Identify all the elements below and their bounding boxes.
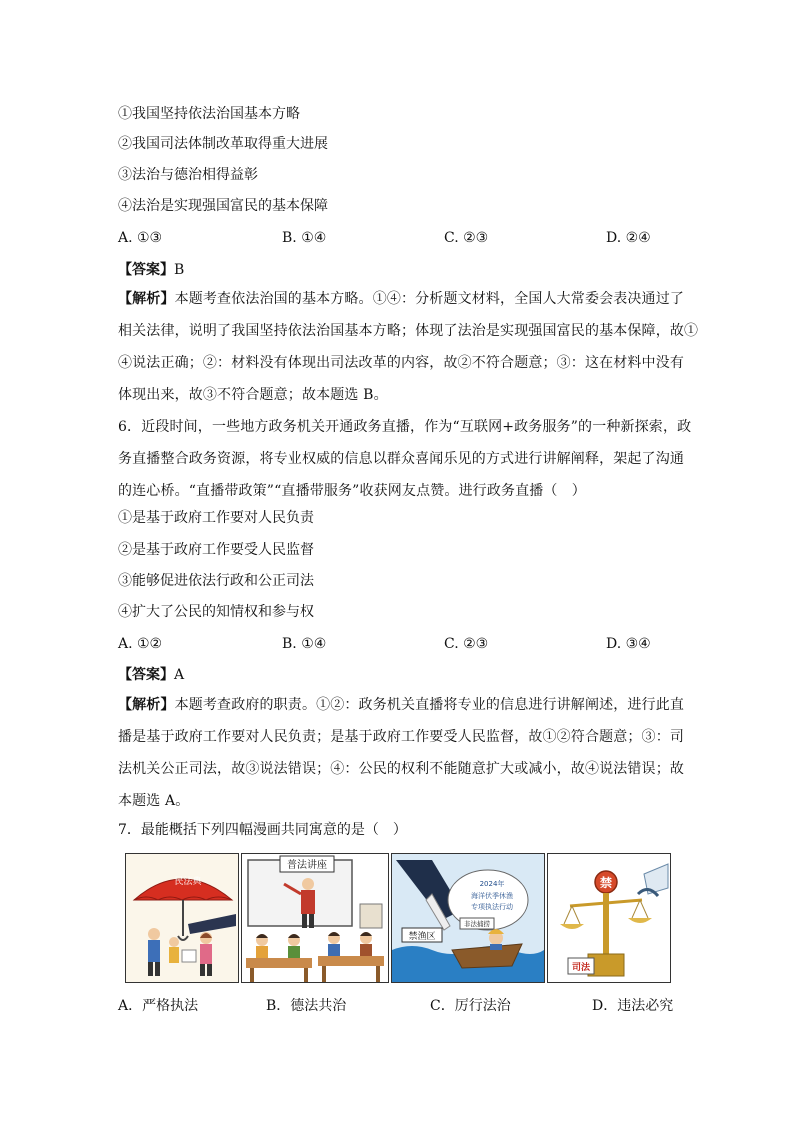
q6-answer	[118, 665, 184, 685]
q6-stem	[118, 411, 692, 507]
stem-line: 的连心桥。“直播带政策”“直播带服务”收获网友点赞。进行政务直播（ ）	[118, 483, 586, 499]
q5-statement-2: ②我国司法体制改革取得重大进展	[118, 136, 328, 152]
q6-option-a[interactable]: A. ①②	[118, 636, 163, 652]
fishing-ban-year: 2024年	[479, 880, 505, 888]
fishing-ban-title: 海洋伏季休渔	[471, 892, 513, 900]
answer-tag: 【答案】	[118, 667, 174, 683]
comic-panel-umbrella	[125, 853, 239, 983]
analysis-tag: 【解析】	[118, 697, 175, 713]
q5-analysis	[118, 283, 699, 411]
q5-statement-3: ③法治与德治相得益彰	[118, 167, 258, 183]
q5-option-b[interactable]: B. ①④	[282, 230, 327, 246]
ban-sign: 禁	[599, 876, 613, 890]
comic-strip	[125, 853, 671, 983]
analysis-line: 播是基于政府工作要对人民负责；是基于政府工作要受人民监督，故①②符合题意；③：司	[118, 729, 684, 745]
fishing-ban-action: 专项执法行动	[471, 903, 513, 911]
analysis-line: 体现出来，故③不符合题意；故本题选 B。	[118, 387, 388, 403]
comic-panel-justice	[547, 853, 671, 983]
analysis-line: 相关法律，说明了我国坚持依法治国基本方略；体现了法治是实现强国富民的基本保障，故①	[118, 323, 699, 339]
board-title: 普法讲座	[287, 860, 327, 871]
q7-option-d[interactable]: D．违法必究	[592, 998, 674, 1014]
q7-stem: 7．最能概括下列四幅漫画共同寓意的是（ ）	[118, 822, 407, 838]
analysis-line: 本题考查依法治国的基本方略。①④：分析题文材料，全国人大常委会表决通过了	[174, 291, 685, 307]
q6-option-d[interactable]: D. ③④	[606, 636, 651, 652]
umbrella-label: 民法典	[174, 877, 202, 887]
analysis-tag: 【解析】	[118, 291, 175, 307]
analysis-line: 本题考查政府的职责。①②：政务机关直播将专业的信息进行讲解阐述，进行此直	[174, 697, 685, 713]
judiciary-label: 司法	[571, 963, 591, 973]
no-fishing-zone-sign: 禁渔区	[408, 932, 436, 942]
q7-option-c[interactable]: C．厉行法治	[430, 998, 511, 1014]
q5-option-c[interactable]: C. ②③	[444, 230, 489, 246]
q5-answer	[118, 260, 184, 280]
q5-statement-1: ①我国坚持依法治国基本方略	[118, 106, 300, 122]
q6-statement-4: ④扩大了公民的知情权和参与权	[118, 604, 314, 620]
q7-option-a[interactable]: A．严格执法	[118, 998, 199, 1014]
q6-option-c[interactable]: C. ②③	[444, 636, 489, 652]
answer-value: B	[174, 262, 185, 278]
q5-statement-4: ④法治是实现强国富民的基本保障	[118, 198, 328, 214]
q5-option-d[interactable]: D. ②④	[606, 230, 651, 246]
q6-option-b[interactable]: B. ①④	[282, 636, 327, 652]
analysis-line: 法机关公正司法，故③说法错误；④：公民的权利不能随意扩大或减小，故④说法错误；故	[118, 761, 684, 777]
q6-statement-2: ②是基于政府工作要受人民监督	[118, 542, 314, 558]
comic-panel-classroom	[241, 853, 389, 983]
q6-statement-3: ③能够促进依法行政和公正司法	[118, 573, 314, 589]
comic-panel-fishing-ban	[391, 853, 545, 983]
illegal-fishing-label: 非法捕捞	[464, 920, 490, 928]
q6-statement-1: ①是基于政府工作要对人民负责	[118, 510, 314, 526]
answer-value: A	[174, 667, 185, 683]
analysis-line: ④说法正确；②：材料没有体现出司法改革的内容，故②不符合题意；③：这在材料中没有	[118, 355, 684, 371]
q5-option-a[interactable]: A. ①③	[118, 230, 163, 246]
stem-line: 务直播整合政务资源，将专业权威的信息以群众喜闻乐见的方式进行讲解阐释，架起了沟通	[118, 451, 684, 467]
analysis-line: 本题选 A。	[118, 793, 190, 809]
stem-line: 6．近段时间，一些地方政务机关开通政务直播，作为“互联网+政务服务”的一种新探索，政	[118, 419, 692, 435]
q7-option-b[interactable]: B．德法共治	[266, 998, 347, 1014]
q6-analysis	[118, 689, 685, 817]
answer-tag: 【答案】	[118, 262, 174, 278]
